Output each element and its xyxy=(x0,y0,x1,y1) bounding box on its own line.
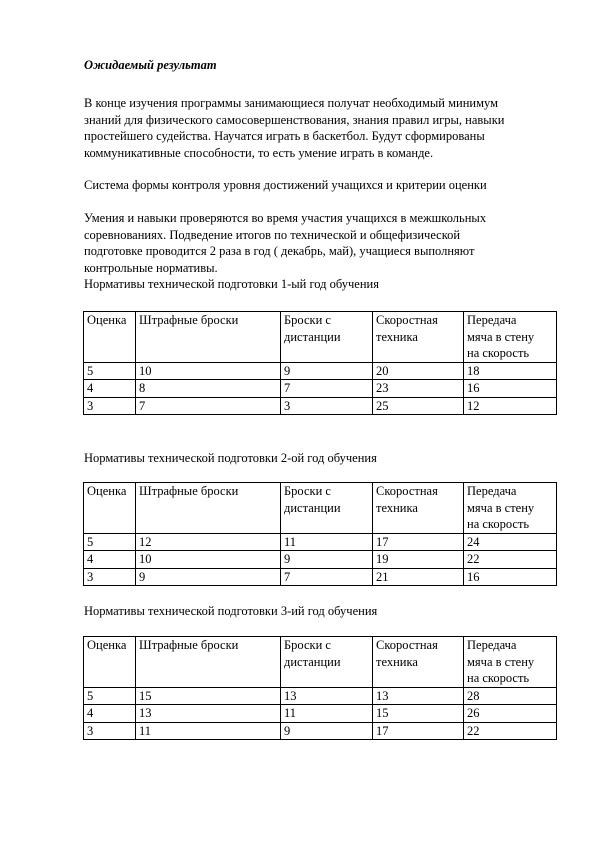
table-cell: 10 xyxy=(136,362,281,380)
norms-table-year-2 xyxy=(83,482,557,586)
header-cell-line: мяча в стену xyxy=(467,500,535,515)
header-cell-line: дистанции xyxy=(284,654,341,669)
header-cell-line: Скоростная xyxy=(376,484,438,498)
table-title-year-3: Нормативы технической подготовки 3-ий год обучения xyxy=(84,604,378,618)
table-cell: 11 xyxy=(136,722,281,740)
table-cell: 15 xyxy=(373,705,464,723)
table-cell: 11 xyxy=(281,533,373,551)
header-cell-line: на скорость xyxy=(467,671,530,685)
table-cell: 25 xyxy=(373,397,464,415)
table-cell: 5 xyxy=(84,362,136,380)
header-distance-throws xyxy=(281,483,373,534)
table-cell: 5 xyxy=(84,687,136,705)
header-cell-line: Оценка xyxy=(87,313,127,327)
table-cell: 3 xyxy=(281,397,373,415)
table-row xyxy=(84,687,557,705)
table-cell: 9 xyxy=(136,568,281,586)
header-cell-line: Скоростная xyxy=(376,313,438,327)
table-cell: 17 xyxy=(373,722,464,740)
intro-line: простейшего судейства. Научатся играть в баскетбол. Будут сформированы xyxy=(84,129,485,143)
header-distance-throws xyxy=(281,637,373,688)
header-cell-line: дистанции xyxy=(284,329,341,344)
skills-paragraph xyxy=(84,210,554,276)
table-cell: 10 xyxy=(136,551,281,569)
table-cell: 4 xyxy=(84,705,136,723)
header-grade xyxy=(84,312,136,363)
table-cell: 3 xyxy=(84,568,136,586)
table-cell: 28 xyxy=(464,687,557,705)
table-cell: 12 xyxy=(464,397,557,415)
table-cell: 4 xyxy=(84,551,136,569)
header-cell-line: Штрафные броски xyxy=(139,638,239,652)
table-cell: 13 xyxy=(373,687,464,705)
table-row xyxy=(84,380,557,398)
table-cell: 8 xyxy=(136,380,281,398)
control-system-title: Система формы контроля уровня достижений учащихся и критерии оценки xyxy=(84,178,487,192)
table-cell: 19 xyxy=(373,551,464,569)
table-cell: 13 xyxy=(136,705,281,723)
header-wall-pass-speed xyxy=(464,637,557,688)
table-cell: 22 xyxy=(464,722,557,740)
table-header-row xyxy=(84,312,557,363)
header-cell-line: Штрафные броски xyxy=(139,484,239,498)
header-grade xyxy=(84,483,136,534)
table-cell: 23 xyxy=(373,380,464,398)
table-cell: 11 xyxy=(281,705,373,723)
intro-paragraph xyxy=(84,95,554,161)
header-cell-line: техника xyxy=(376,329,418,344)
header-free-throws xyxy=(136,312,281,363)
table-cell: 22 xyxy=(464,551,557,569)
header-wall-pass-speed xyxy=(464,483,557,534)
header-cell-line: Скоростная xyxy=(376,638,438,652)
table-row xyxy=(84,551,557,569)
header-cell-line: Штрафные броски xyxy=(139,313,239,327)
skills-line: Умения и навыки проверяются во время участия учащихся в межшкольных xyxy=(84,211,487,225)
table-cell: 9 xyxy=(281,722,373,740)
table-row xyxy=(84,568,557,586)
header-cell-line: Броски с xyxy=(284,638,331,652)
header-grade xyxy=(84,637,136,688)
table-cell: 3 xyxy=(84,722,136,740)
skills-line: подготовке проводится 2 раза в год ( декабрь, май), учащиеся выполняют xyxy=(84,244,475,258)
norms-table-year-1 xyxy=(83,311,557,415)
table-cell: 16 xyxy=(464,568,557,586)
intro-line: коммуникативные способности, то есть умение играть в команде. xyxy=(84,145,434,160)
table-cell: 9 xyxy=(281,362,373,380)
table-row xyxy=(84,397,557,415)
table-title-year-1: Нормативы технической подготовки 1-ый год обучения xyxy=(84,277,379,291)
table-title-year-2: Нормативы технической подготовки 2-ой год обучения xyxy=(84,451,377,465)
table-header-row xyxy=(84,483,557,534)
table-row xyxy=(84,362,557,380)
header-free-throws xyxy=(136,637,281,688)
header-cell-line: Передача xyxy=(467,638,517,652)
header-cell-line: на скорость xyxy=(467,346,530,360)
header-cell-line: дистанции xyxy=(284,500,341,515)
table-cell: 26 xyxy=(464,705,557,723)
header-cell-line: техника xyxy=(376,500,418,515)
header-cell-line: мяча в стену xyxy=(467,329,535,344)
intro-line: В конце изучения программы занимающиеся получат необходимый минимум xyxy=(84,96,498,110)
table-cell: 7 xyxy=(281,568,373,586)
header-cell-line: Передача xyxy=(467,484,517,498)
table-cell: 5 xyxy=(84,533,136,551)
header-speed-technique xyxy=(373,312,464,363)
header-cell-line: техника xyxy=(376,654,418,669)
header-free-throws xyxy=(136,483,281,534)
norms-table-year-3 xyxy=(83,636,557,740)
header-cell-line: Передача xyxy=(467,313,517,327)
table-cell: 18 xyxy=(464,362,557,380)
table-header-row xyxy=(84,637,557,688)
table-cell: 9 xyxy=(281,551,373,569)
header-cell-line: Броски с xyxy=(284,313,331,327)
table-cell: 13 xyxy=(281,687,373,705)
table-row xyxy=(84,722,557,740)
expected-result-heading: Ожидаемый результат xyxy=(84,58,217,72)
table-cell: 15 xyxy=(136,687,281,705)
table-cell: 24 xyxy=(464,533,557,551)
header-cell-line: на скорость xyxy=(467,517,530,531)
intro-line: знаний для физического самосовершенствования, знания правил игры, навыки xyxy=(84,112,505,127)
header-wall-pass-speed xyxy=(464,312,557,363)
header-speed-technique xyxy=(373,637,464,688)
table-cell: 4 xyxy=(84,380,136,398)
table-cell: 20 xyxy=(373,362,464,380)
skills-line: контрольные нормативы. xyxy=(84,260,218,275)
table-cell: 3 xyxy=(84,397,136,415)
table-cell: 16 xyxy=(464,380,557,398)
table-row xyxy=(84,705,557,723)
header-cell-line: мяча в стену xyxy=(467,654,535,669)
header-speed-technique xyxy=(373,483,464,534)
header-distance-throws xyxy=(281,312,373,363)
table-cell: 17 xyxy=(373,533,464,551)
table-cell: 7 xyxy=(136,397,281,415)
table-cell: 21 xyxy=(373,568,464,586)
header-cell-line: Оценка xyxy=(87,484,127,498)
table-cell: 12 xyxy=(136,533,281,551)
table-cell: 7 xyxy=(281,380,373,398)
skills-line: соревнованиях. Подведение итогов по технической и общефизической xyxy=(84,227,461,242)
header-cell-line: Оценка xyxy=(87,638,127,652)
table-row xyxy=(84,533,557,551)
header-cell-line: Броски с xyxy=(284,484,331,498)
